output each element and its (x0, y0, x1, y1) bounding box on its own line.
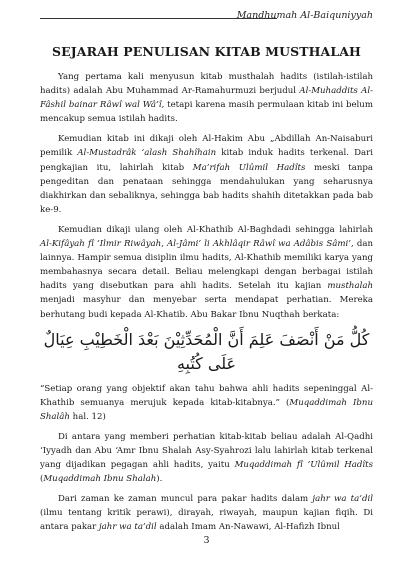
text-run: Dari zaman ke zaman muncul para pakar hadits dalam (58, 494, 313, 505)
italic-title: Muqaddimah Ibnu Shalâh (40, 397, 373, 422)
paragraph-6 (40, 492, 373, 534)
italic-title: Al-Mustadrâk ‘alash Shahîhain (77, 148, 217, 159)
text-run: (ilmu tentang kritik perawi), dirayah, riwayah, maupun kajian fiqih. Di antara pakar (40, 508, 373, 533)
text-run: kitab induk hadits terkenal. Dari pengkajian itu, lahirlah kitab (40, 148, 373, 173)
text-run: ). (156, 474, 163, 485)
text-run: Yang pertama kali menyusun kitab musthalah hadits (istilah-istilah hadits) adalah Abu Muhammad Ar-Ramahurmuzi berjudul (40, 72, 373, 97)
body-text (40, 70, 373, 541)
text-run: Kemudian kitab ini dikaji oleh Al-Hakim Abu „Abdillah An-Naisaburi pemilik (40, 134, 373, 159)
text-run: hal. 12) (69, 411, 106, 422)
text-run: tetapi karena masih permulaan kitab ini belum mencakup semua istilah hadits. (40, 100, 373, 125)
paragraph-5 (40, 430, 373, 486)
paragraph-3 (40, 223, 373, 322)
italic-title: Muqaddimah fî ‘Ulûmil Hadîts (234, 460, 373, 471)
italic-title: Al-Muhaddits Al-Fâshil bainar Râwî wal Wâ’î, (40, 86, 373, 111)
page-number: 3 (203, 535, 210, 546)
text-run: ( (40, 474, 44, 485)
arabic-verse: كُلُّ مَنْ أَنْصَفَ عَلِمَ أَنَّ الْمُحَدِّثِيْنَ بَعْدَ الْخَطِيْبِ عِيَالٌ عَلَى كُتُبِهِ (43, 329, 370, 373)
text-run: menjadi masyhur dan menyebar serta mendapat perhatian. Mereka berhutang budi kepada Al-Khatib. Abu Bakar Ibnu Nuqthah berkata: (40, 295, 373, 320)
italic-title: Ma’rifah Ulûmil Hadîts (192, 162, 306, 173)
paragraph-2 (40, 132, 373, 217)
italic-term: jahr wa ta’dil (312, 494, 373, 505)
text-run: dan lainnya. Hampir semua disiplin ilmu hadits, Al-Khathib memiliki karya yang membahasnya secara detail. Beliau melengkapi dengan berbagai istilah hadits yang disebutkan para ahli hadits. Setelah itu kajian (40, 239, 373, 292)
paragraph-1 (40, 70, 373, 126)
text-run: “Setiap orang yang objektif akan tahu bahwa ahli hadits sepeninggal Al-Khathib semuanya merujuk kepada kitab-kitabnya.” ( (40, 383, 373, 408)
italic-term: jahr wa ta’dil (99, 522, 157, 533)
text-run: adalah Imam An-Nawawi, Al-Hafizh Ibnul (156, 522, 340, 533)
text-run: meski tanpa pengeditan dan penataan sehingga mendahulukan yang seharusnya diakhirkan dan sebaliknya, sehingga bab hadits shahih ditetakkan pada bab ke-9. (40, 162, 373, 215)
text-run: Di antara yang memberi perhatian kitab-kitab beliau adalah Al-Qadhi ‘Iyyadh dan Abu ‘Amr Ibnu Shalah Asy-Syahrozi lalu lahirlah kitab terkenal yang dijadikan pegagan ahli hadits, yaitu (40, 431, 373, 471)
italic-title: Muqaddimah Ibnu Shalah (43, 474, 157, 485)
italic-term: musthalah (327, 281, 373, 292)
page-title: SEJARAH PENULISAN KITAB MUSTHALAH (52, 44, 361, 59)
paragraph-4 (40, 382, 373, 424)
running-header: Mandhumah Al-Baiquniyyah (236, 10, 373, 21)
italic-title: Al-Kifâyah fî ‘Ilmir Riwâyah, Al-Jâmi’ li Akhlâqir Râwî wa Adâbis Sâmi’, (40, 239, 354, 250)
text-run: Kemudian dikaji ulang oleh Al-Khathib Al-Baghdadi sehingga lahirlah (58, 224, 373, 235)
